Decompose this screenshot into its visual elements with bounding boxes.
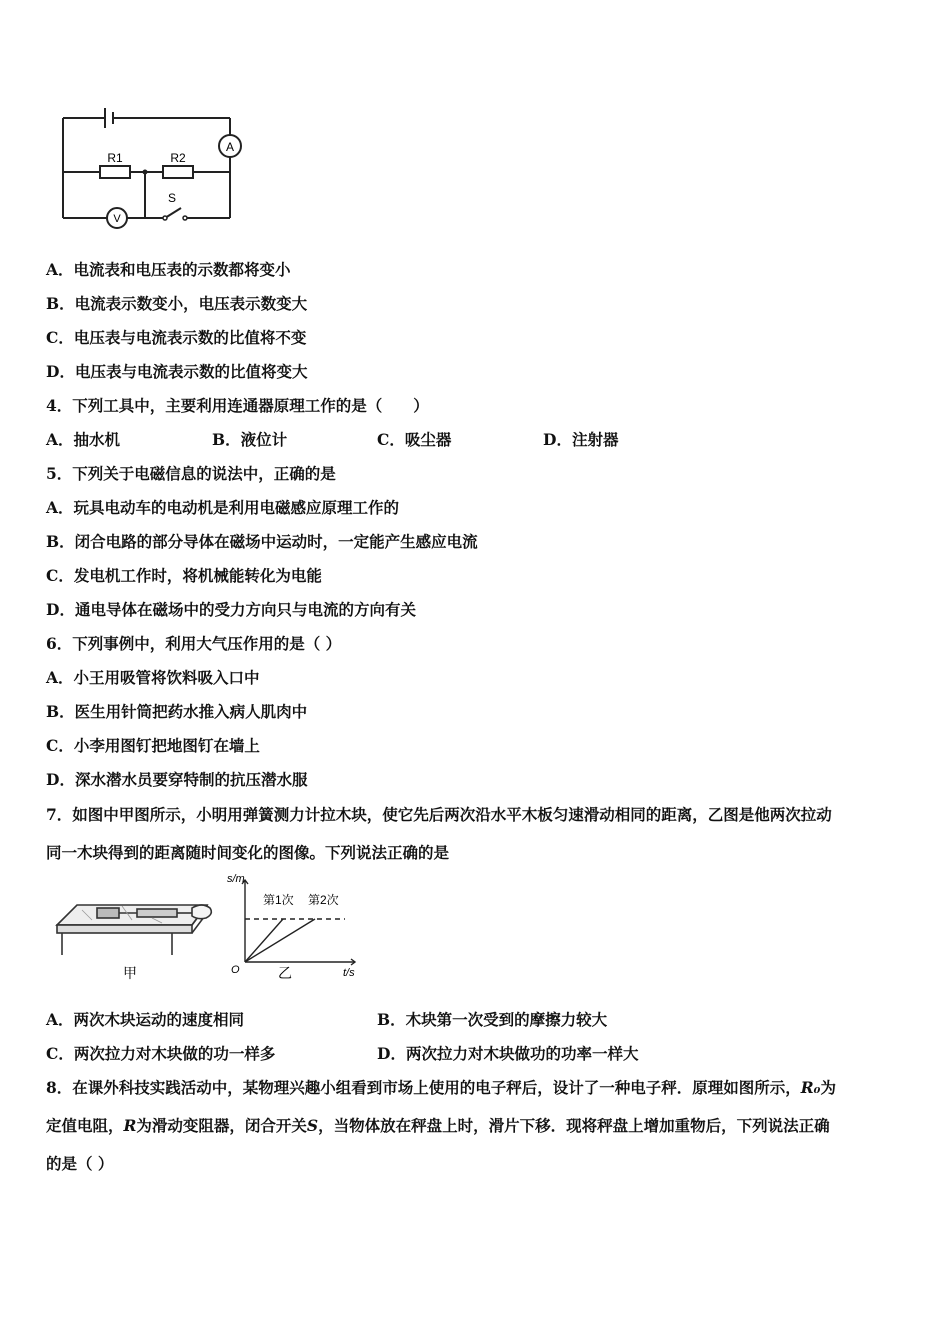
q4-stem: 4．下列工具中，主要利用连通器原理工作的是（ ） — [46, 396, 429, 415]
ammeter-label: A — [225, 140, 235, 154]
q7-figure-yi — [225, 872, 365, 982]
q5-stem: 5．下列关于电磁信息的说法中，正确的是 — [46, 464, 336, 483]
q5-option-d: D．通电导体在磁场中的受力方向只与电流的方向有关 — [46, 600, 416, 619]
circuit-diagram — [55, 100, 245, 230]
q4-option-b: B．液位计 — [212, 430, 288, 449]
r1-label: R1 — [107, 151, 123, 165]
q8-var-r0: R₀ — [800, 1078, 821, 1097]
q4-option-c: C．吸尘器 — [377, 430, 452, 449]
q8-stem-line2 — [46, 1116, 830, 1136]
q8-line1-end: 为 — [820, 1078, 836, 1097]
q3-option-c: C．电压表与电流表示数的比值将不变 — [46, 328, 307, 347]
q7-option-a: A．两次木块运动的速度相同 — [46, 1010, 245, 1029]
q8-var-s: S — [306, 1116, 319, 1135]
q7-figure-jia — [52, 890, 217, 985]
q3-option-a: A．电流表和电压表的示数都将变小 — [46, 260, 291, 279]
q4-option-d: D．注射器 — [543, 430, 619, 449]
legend-first: 第1次 — [263, 893, 294, 907]
q7-stem-line1: 7．如图中甲图所示，小明用弹簧测力计拉木块，使它先后两次沿水平木板匀速滑动相同的距离，乙图是他两次拉动 — [46, 805, 832, 824]
q8-var-r: R — [123, 1116, 137, 1135]
x-axis-label: t/s — [343, 967, 355, 979]
r2-label: R2 — [170, 151, 186, 165]
fig-yi-label: 乙 — [278, 965, 292, 981]
origin-label: O — [231, 964, 240, 976]
q4-option-a: A．抽水机 — [46, 430, 121, 449]
q5-option-c: C．发电机工作时，将机械能转化为电能 — [46, 566, 322, 585]
q6-stem: 6．下列事例中，利用大气压作用的是（ ） — [46, 634, 342, 653]
q8-stem-line1 — [46, 1078, 836, 1098]
q7-option-d: D．两次拉力对木块做功的功率一样大 — [377, 1044, 639, 1063]
q6-option-c: C．小李用图钉把地图钉在墙上 — [46, 736, 260, 755]
q8-line2-end: ，当物体放在秤盘上时，滑片下移．现将秤盘上增加重物后，下列说法正确 — [318, 1116, 830, 1135]
voltmeter-label: V — [113, 213, 121, 225]
q7-option-b: B．木块第一次受到的摩擦力较大 — [377, 1010, 608, 1029]
q7-option-c: C．两次拉力对木块做的功一样多 — [46, 1044, 276, 1063]
q5-option-b: B．闭合电路的部分导体在磁场中运动时，一定能产生感应电流 — [46, 532, 478, 551]
switch-label: S — [167, 191, 177, 205]
q8-line2-text: 定值电阻， — [46, 1116, 124, 1135]
q8-line1-text: 8．在课外科技实践活动中，某物理兴趣小组看到市场上使用的电子秤后，设计了一种电子秤．原理如图所示， — [46, 1078, 801, 1097]
q3-option-b: B．电流表示数变小，电压表示数变大 — [46, 294, 308, 313]
q6-option-a: A．小王用吸管将饮料吸入口中 — [46, 668, 260, 687]
fig-jia-label: 甲 — [123, 965, 137, 981]
q8-line2-mid: 为滑动变阻器，闭合开关 — [136, 1116, 307, 1135]
q7-stem-line2: 同一木块得到的距离随时间变化的图像。下列说法正确的是 — [46, 843, 450, 862]
q6-option-b: B．医生用针筒把药水推入病人肌肉中 — [46, 702, 308, 721]
q8-stem-line3: 的是（ ） — [46, 1154, 114, 1173]
q6-option-d: D．深水潜水员要穿特制的抗压潜水服 — [46, 770, 308, 789]
q3-option-d: D．电压表与电流表示数的比值将变大 — [46, 362, 308, 381]
legend-second: 第2次 — [308, 893, 339, 907]
q5-option-a: A．玩具电动车的电动机是利用电磁感应原理工作的 — [46, 498, 400, 517]
y-axis-label: s/m — [227, 873, 245, 885]
